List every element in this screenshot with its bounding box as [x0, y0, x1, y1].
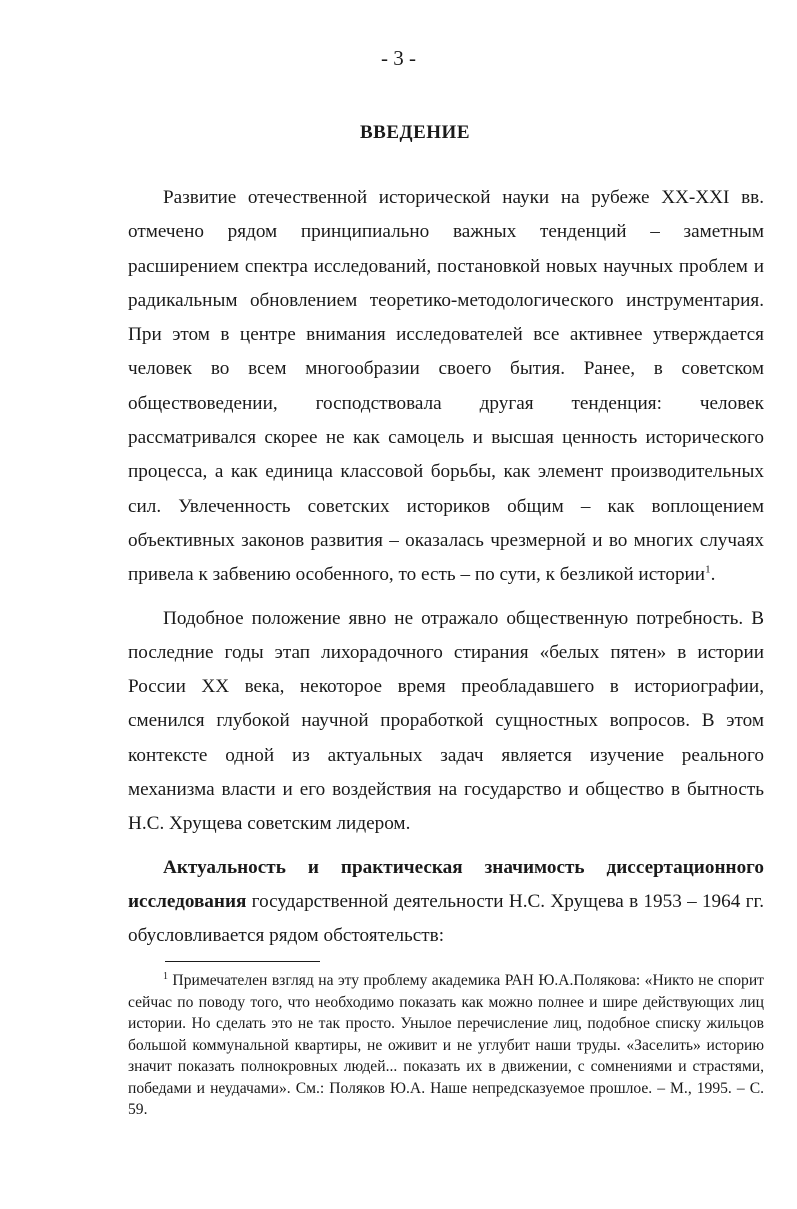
- paragraph-development-text: Развитие отечественной исторической науки на рубеже XX-XXI вв. отмечено рядом принципиально важных тенденций – заметным расширением спектра исследований, постановкой новых научных проблем и радикальным обновлением теоретико-методологического инструментария. При этом в центре внимания исследователей все активнее утверждается человек во всем многообразии своего бытия. Ранее, в советском обществоведении, господствовала другая тенденция: человек рассматривался скорее не как самоцель и высшая ценность исторического процесса, а как единица классовой борьбы, как элемент производительных сил. Увлеченность советских историков общим – как воплощением объективных законов развития – оказалась чрезмерной и во многих случаях привела к забвению особенного, то есть – по сути, к безликой истории: [128, 187, 764, 586]
- footnote: [128, 970, 764, 1121]
- section-heading: ВВЕДЕНИЕ: [360, 122, 470, 143]
- footnote-mark: 1: [163, 970, 168, 982]
- paragraph-situation: Подобное положение явно не отражало общественную потребность. В последние годы этап лихорадочного стирания «белых пятен» в истории России XX века, некоторое время преобладавшего в историографии, сменился глубокой научной проработкой сущностных вопросов. В этом контексте одной из актуальных задач является изучение реального механизма власти и его воздействия на государство и общество в бытность Н.С. Хрущева советским лидером.: [128, 607, 764, 835]
- paragraph-development-end: .: [710, 564, 716, 586]
- footnote-reference[interactable]: 1: [705, 563, 711, 576]
- paragraph-relevance: [128, 851, 764, 954]
- relevance-text: государственной деятельности Н.С. Хрущева в 1953 – 1964 гг. обусловливается рядом обстоятельств:: [128, 890, 764, 947]
- footnote-text: Примечателен взгляд на эту проблему академика РАН Ю.А.Полякова: «Никто не спорит сейчас по поводу того, что необходимо показать как можно полнее и шире действующих лиц истории. Но сделать это не так просто. Унылое перечисление лиц, подобное списку жильцов большой коммунальной квартиры, не оживит и не углубит наши труды. «Заселить» историю значит показать полнокровных людей... показать их в движении, с сомнениями и страстями, победами и неудачами». См.: Поляков Ю.А. Наше непредсказуемое прошлое. – М., 1995. – С. 59.: [128, 972, 764, 1118]
- page-number: - 3 -: [381, 46, 416, 70]
- body-text: [128, 181, 764, 963]
- paragraph-development: [128, 181, 764, 593]
- relevance-bold-term: Актуальность и практическая значимость диссертационного исследования: [128, 856, 764, 912]
- footnote-paragraph: [128, 970, 764, 1121]
- footnote-divider: [165, 961, 320, 962]
